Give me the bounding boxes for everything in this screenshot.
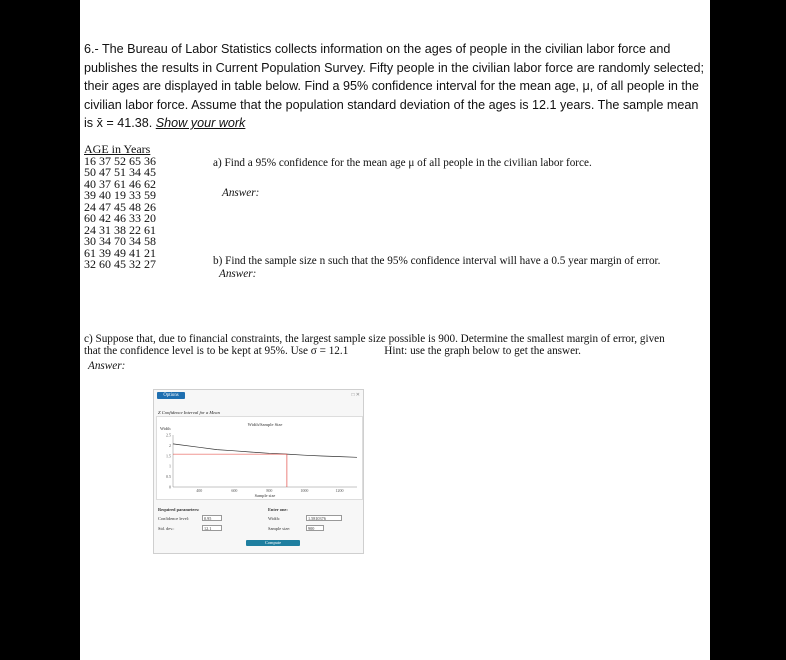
answer-c-label: Answer: (88, 360, 126, 372)
y-tick-label: 1 (169, 463, 171, 469)
x-tick-label: 800 (266, 488, 273, 493)
ages-row: 61 39 49 41 21 (84, 245, 156, 260)
ages-row: 50 47 51 34 45 (84, 165, 156, 179)
applet-title: Z Confidence Interval for a Mean (158, 410, 220, 415)
width-input[interactable]: 1.5810376 (306, 515, 342, 521)
y-tick-label: 2.5 (166, 432, 171, 438)
question-c (84, 333, 708, 357)
ages-row: 24 31 38 22 61 (84, 222, 156, 237)
sample-size-label: Sample size: (268, 526, 291, 531)
width-sample-chart (157, 417, 362, 499)
std-dev-label: Std. dev.: (158, 526, 175, 531)
show-work-link[interactable]: Show your work (155, 116, 246, 130)
problem-number: 6.- (84, 42, 99, 56)
options-button[interactable]: Options (157, 392, 185, 399)
ages-row: 60 42 46 33 20 (84, 211, 156, 225)
confidence-level-input[interactable]: 0.95 (202, 515, 222, 521)
problem-text: The Bureau of Labor Statistics collects information on the ages of people in the civilian labor force and publishes the results in Current Population Survey. Fifty people in the civilian labor force are randomly selected; their ages are displayed in table below. Find a 95% confidence interval for the mean age, μ, of all people in the civilian labor force. Assume that the population standard deviation of the ages is 12.1 years. The sample mean is x̄ = 41.38. (84, 42, 704, 130)
compute-button[interactable]: Compute (246, 540, 300, 546)
std-dev-input[interactable]: 12.1 (202, 525, 222, 531)
x-tick-label: 400 (196, 488, 203, 493)
ages-row: 30 34 70 34 58 (84, 234, 156, 248)
answer-a-label: Answer: (222, 187, 260, 199)
answer-b-label: Answer: (219, 268, 257, 280)
ages-table (84, 144, 156, 271)
problem-statement (84, 40, 706, 133)
x-tick-label: 1200 (335, 488, 344, 493)
window-controls[interactable]: □ ✕ (351, 393, 360, 398)
enter-one-label: Enter one: (268, 507, 288, 512)
ages-row: 16 37 52 65 36 (84, 153, 156, 168)
width-label: Width: (268, 516, 281, 521)
y-tick-label: 2 (169, 442, 171, 448)
document-page (80, 0, 710, 660)
y-tick-label: 0.5 (166, 474, 171, 480)
y-axis-label: Width (160, 426, 171, 431)
question-c-line1: c) Suppose that, due to financial constraints, the largest sample size possible is 900. Determine the smallest margin of error, given (84, 333, 665, 345)
x-tick-label: 600 (231, 488, 238, 493)
question-a: a) Find a 95% confidence for the mean age μ of all people in the civilian labor force. (213, 157, 592, 169)
question-b: b) Find the sample size n such that the 95% confidence interval will have a 0.5 year margin of error. (213, 255, 661, 267)
x-axis-label: Sample size (254, 493, 276, 498)
ci-applet-window (153, 389, 364, 554)
question-c-sigma: that the confidence level is to be kept at 95%. Use σ = 12.1 (84, 345, 349, 357)
ages-row: 24 47 45 48 26 (84, 199, 156, 214)
confidence-level-label: Confidence level: (158, 516, 190, 521)
ages-row: 40 37 61 46 62 (84, 176, 156, 191)
x-tick-label: 1000 (300, 488, 309, 493)
ages-header: AGE in Years (84, 142, 151, 156)
width-sample-plot (156, 416, 363, 500)
y-tick-label: 1.5 (166, 453, 171, 459)
ages-row: 39 40 19 33 59 (84, 188, 156, 202)
required-params-label: Required parameters: (158, 507, 200, 512)
question-c-hint: Hint: use the graph below to get the answer. (384, 345, 581, 357)
question-c-line2 (84, 345, 708, 357)
sample-size-input[interactable]: 900 (306, 525, 324, 531)
chart-title: Width/Sample Size (247, 422, 283, 427)
ages-row: 32 60 45 32 27 (84, 257, 156, 271)
width-curve (173, 444, 357, 457)
y-tick-label: 0 (169, 484, 171, 490)
